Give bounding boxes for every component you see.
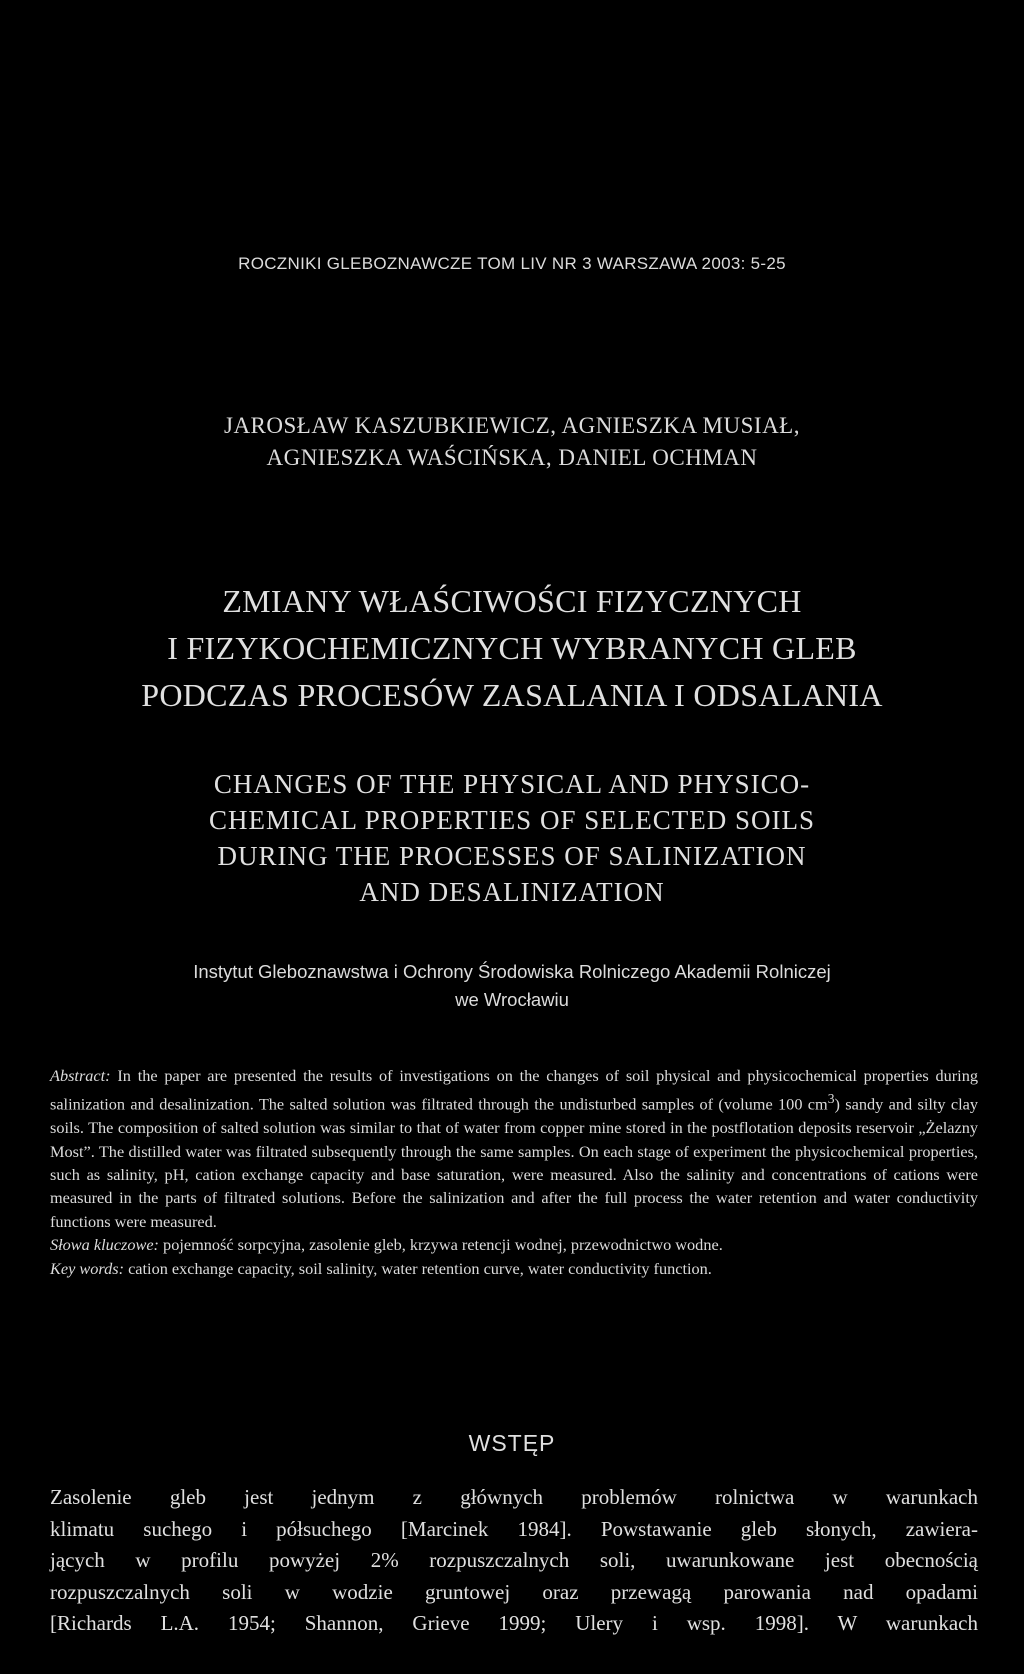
author-line: JAROSŁAW KASZUBKIEWICZ, AGNIESZKA MUSIAŁ, [224, 413, 800, 438]
title-english-line: CHANGES OF THE PHYSICAL AND PHYSICO- [213, 769, 811, 799]
title-polish [0, 578, 1024, 719]
intro-line: [Richards L.A. 1954; Shannon, Grieve 1999; Ulery i wsp. 1998]. W warunkach [50, 1611, 978, 1635]
institute-line: we Wrocławiu [455, 989, 569, 1010]
intro-line: Zasolenie gleb jest jednym z głównych problemów rolnictwa w warunkach [50, 1485, 978, 1509]
abstract-block [50, 1064, 978, 1280]
title-english-line: CHEMICAL PROPERTIES OF SELECTED SOILS [209, 805, 815, 835]
author-line: AGNIESZKA WAŚCIŃSKA, DANIEL OCHMAN [266, 445, 758, 470]
title-english-line: AND DESALINIZATION [359, 877, 665, 907]
title-polish-line: I FIZYKOCHEMICZNYCH WYBRANYCH GLEB [167, 630, 857, 666]
institute-affiliation [0, 958, 1024, 1014]
superscript: 3 [827, 1091, 835, 1107]
abstract-text: ) sandy and silty clay soils. The composition of salted solution was similar to that of water from copper mine stored in the postflotation deposits reservoir „Żelazny Most”. The distilled water was filtrated subsequently through the same samples. On each stage of experiment the physicochemical properties, such as salinity, pH, cation exchange capacity and base saturation, were measured. Also the salinity and concentrations of cations were measured in the parts of filtrated solutions. Before the salinization and after the full process the water retention and water conductivity functions were measured. [50, 1094, 979, 1231]
institute-line: Instytut Gleboznawstwa i Ochrony Środowiska Rolniczego Akademii Rolniczej [193, 961, 831, 982]
keywords-polish-label: Słowa kluczowe: [50, 1235, 159, 1255]
intro-paragraph [50, 1482, 978, 1640]
intro-line: rozpuszczalnych soli w wodzie gruntowej oraz przewagą parowania nad opadami [50, 1579, 978, 1604]
author-list [0, 410, 1024, 474]
keywords-polish [50, 1233, 978, 1256]
keywords-english-text: cation exchange capacity, soil salinity, water retention curve, water conductivity function. [124, 1258, 712, 1278]
keywords-english [50, 1257, 978, 1280]
title-polish-line: PODCZAS PROCESÓW ZASALANIA I ODSALANIA [141, 677, 883, 713]
abstract-label: Abstract: [50, 1066, 111, 1085]
intro-line: klimatu suchego i półsuchego [Marcinek 1984]. Powstawanie gleb słonych, zawiera- [50, 1516, 978, 1541]
abstract-text: In the paper are presented the results of investigations on the changes of soil physical and physicochemical properties during salinization and desalinization. The salted solution was filtrated through the undisturbed samples of (volume 100 cm [50, 1066, 978, 1114]
section-heading: WSTĘP [468, 1430, 556, 1456]
title-english-line: DURING THE PROCESSES OF SALINIZATION [217, 841, 807, 871]
title-english [0, 766, 1024, 910]
journal-header: ROCZNIKI GLEBOZNAWCZE TOM LIV NR 3 WARSZAWA 2003: 5-25 [238, 254, 786, 273]
keywords-polish-text: pojemność sorpcyjna, zasolenie gleb, krzywa retencji wodnej, przewodnictwo wodne. [158, 1235, 723, 1255]
title-polish-line: ZMIANY WŁAŚCIWOŚCI FIZYCZNYCH [222, 583, 802, 619]
intro-line: jących w profilu powyżej 2% rozpuszczalnych soli, uwarunkowane jest obecnością [50, 1548, 978, 1572]
keywords-english-label: Key words: [50, 1258, 125, 1278]
abstract-paragraph [50, 1064, 978, 1233]
